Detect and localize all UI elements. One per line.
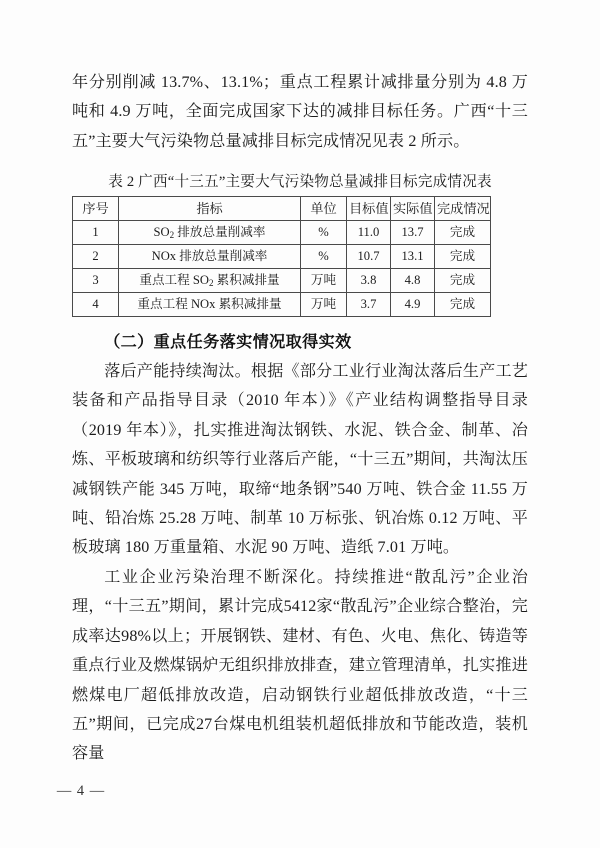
cell-target: 11.0 xyxy=(347,221,391,245)
top-paragraph-text: 年分别削减 13.7%、13.1%；重点工程累计减排量分别为 4.8 万吨和 4.9 万吨，全面完成国家下达的减排目标任务。广西“十三五”主要大气污染物总量减排目标完成情况见表 2 所示。 xyxy=(72,74,528,150)
table-header-actual: 实际值 xyxy=(391,197,435,221)
emission-table-wrapper xyxy=(72,196,490,317)
cell-status: 完成 xyxy=(435,293,491,317)
paragraph-block-capacity xyxy=(72,357,528,563)
cell-seq: 3 xyxy=(73,269,119,293)
paragraph-capacity: 落后产能持续淘汰。根据《部分工业行业淘汰落后生产工艺装备和产品指导目录（2010 年本）》《产业结构调整指导目录（2019 年本）》，扎实推进淘汰钢铁、水泥、铁合金、制革、冶炼、平板玻璃和纺织等行业落后产能，“十三五”期间，共淘汰压减钢铁产能 345 万吨，取缔“地条钢”540 万吨、铁合金 11.55 万吨、铅冶炼 25.28 万吨、制革 10 万标张、钒冶炼 0.12 万吨、平板玻璃 180 万重量箱、水泥 90 万吨、造纸 7.01 万吨。 xyxy=(72,363,528,557)
table-header-seq: 序号 xyxy=(73,197,119,221)
paragraph-block-pollution xyxy=(72,563,528,769)
indicator-subscript: 2 xyxy=(169,229,175,240)
table-header-row xyxy=(73,197,491,221)
table-caption: 表 2 广西“十三五”主要大气污染物总量减排目标完成情况表 xyxy=(108,174,492,190)
cell-seq: 2 xyxy=(73,245,119,269)
table-body xyxy=(73,221,491,317)
cell-actual: 4.8 xyxy=(391,269,435,293)
cell-seq: 4 xyxy=(73,293,119,317)
cell-target: 3.7 xyxy=(347,293,391,317)
table-header-indicator: 指标 xyxy=(119,197,301,221)
cell-target: 3.8 xyxy=(347,269,391,293)
indicator-pre: NOx 排放总量削减率 xyxy=(151,248,268,263)
table-row xyxy=(73,245,491,269)
table-header-unit: 单位 xyxy=(301,197,347,221)
section-heading: （二）重点任务落实情况取得实效 xyxy=(104,334,352,351)
cell-unit: 万吨 xyxy=(301,293,347,317)
emission-reduction-table xyxy=(72,196,491,317)
indicator-pre: 重点工程 SO xyxy=(139,272,209,287)
cell-indicator xyxy=(119,293,301,317)
table-header xyxy=(73,197,491,221)
top-paragraph-block xyxy=(72,68,528,156)
cell-unit: 万吨 xyxy=(301,269,347,293)
cell-indicator xyxy=(119,221,301,245)
indicator-post: 排放总量削减率 xyxy=(174,224,266,239)
table-header-target: 目标值 xyxy=(347,197,391,221)
paragraph-pollution: 工业企业污染治理不断深化。持续推进“散乱污”企业治理，“十三五”期间，累计完成5412家“散乱污”企业综合整治，完成率达98%以上；开展钢铁、建材、有色、火电、焦化、铸造等重点行业及燃煤锅炉无组织排放排查，建立管理清单，扎实推进燃煤电厂超低排放改造，启动钢铁行业超低排放改造，“十三五”期间，已完成27台煤电机组装机超低排放和节能改造，装机容量 xyxy=(72,569,528,763)
page-number-footer: — 4 — xyxy=(56,783,106,799)
cell-indicator xyxy=(119,245,301,269)
table-header-status: 完成情况 xyxy=(435,197,491,221)
cell-seq: 1 xyxy=(73,221,119,245)
cell-actual: 13.7 xyxy=(391,221,435,245)
table-row xyxy=(73,293,491,317)
indicator-subscript: 2 xyxy=(208,277,214,288)
indicator-pre: SO xyxy=(153,224,170,239)
cell-unit: % xyxy=(301,245,347,269)
cell-actual: 4.9 xyxy=(391,293,435,317)
cell-indicator xyxy=(119,269,301,293)
indicator-post: 累积减排量 xyxy=(213,272,280,287)
cell-status: 完成 xyxy=(435,221,491,245)
cell-target: 10.7 xyxy=(347,245,391,269)
cell-status: 完成 xyxy=(435,245,491,269)
cell-actual: 13.1 xyxy=(391,245,435,269)
cell-unit: % xyxy=(301,221,347,245)
table-row xyxy=(73,269,491,293)
indicator-pre: 重点工程 NOx 累积减排量 xyxy=(137,296,282,311)
cell-status: 完成 xyxy=(435,269,491,293)
table-row xyxy=(73,221,491,245)
